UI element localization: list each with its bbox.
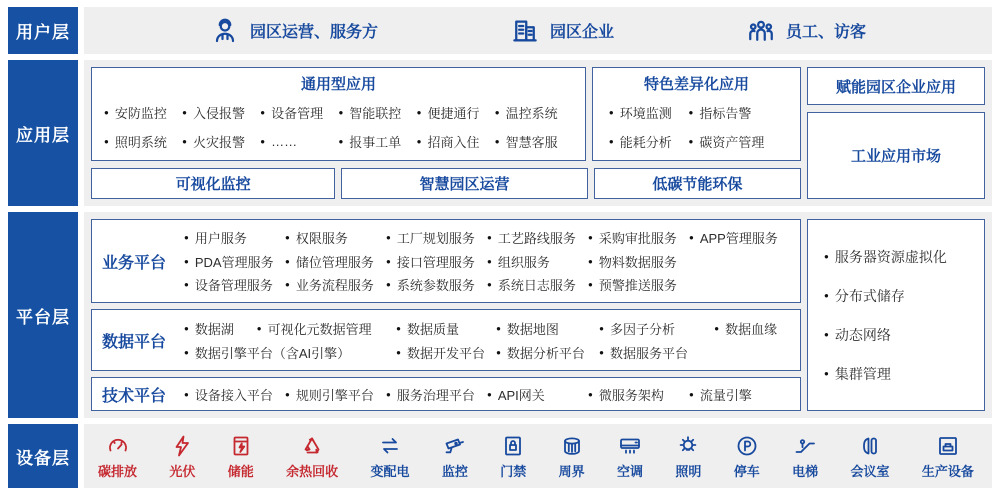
recycle-icon (300, 434, 324, 458)
machine-icon (936, 434, 960, 458)
user-layer-band (84, 7, 992, 54)
device-energy-storage: 储能 (228, 434, 254, 480)
business-platform-title: 业务平台 (102, 254, 167, 272)
platform-item: ● 数据质量 (396, 319, 496, 338)
module-low-carbon: 低碳节能环保 (594, 168, 801, 199)
device-perimeter: 周界 (559, 434, 585, 480)
platform-item: ● 采购审批服务 (588, 228, 689, 247)
app-item: ● 照明系统 (104, 132, 182, 151)
general-apps-title: 通用型应用 (300, 76, 376, 93)
application-main-area (91, 67, 801, 199)
platform-item: ● 工艺路线服务 (487, 228, 588, 247)
app-item: ● 设备管理 (260, 103, 338, 122)
device-meeting-room: 会议室 (851, 434, 890, 480)
tech-platform-items (184, 381, 790, 407)
app-item: ● 智慧客服 (495, 132, 573, 151)
building-icon (510, 16, 540, 46)
app-item: ● 报事工单 (338, 132, 416, 151)
platform-item: ● 数据湖 (184, 319, 257, 338)
platform-item: ● 数据血缘 (714, 319, 790, 338)
platform-item: ● 储位管理服务 (285, 252, 386, 271)
platform-item: ● 流量引擎 (689, 385, 790, 404)
device-access-control: 门禁 (500, 434, 526, 480)
business-row-1 (184, 228, 790, 247)
platform-item: ● 组织服务 (487, 252, 588, 271)
platform-item: ● 数据服务平台 (599, 343, 714, 362)
device-heat-recovery: 余热回收 (286, 434, 338, 480)
platform-item: ● PDA管理服务 (184, 252, 285, 271)
infra-item: ● 集群管理 (824, 364, 984, 384)
app-item: ● 智能联控 (338, 103, 416, 122)
platform-layer-row (8, 212, 992, 418)
platform-item: ● 用户服务 (184, 228, 285, 247)
infra-item: ● 动态网络 (824, 325, 984, 345)
user-group-operators (210, 16, 378, 46)
platform-item: ● 权限服务 (285, 228, 386, 247)
device-layer-band (84, 424, 992, 488)
platform-item: ● 数据分析平台 (496, 343, 599, 362)
general-apps-list (92, 94, 585, 160)
perimeter-icon (560, 434, 584, 458)
app-item: ● 招商入住 (417, 132, 495, 151)
app-item: ● 环境监测 (609, 103, 689, 122)
data-platform-items (184, 313, 790, 367)
user-group-enterprises (510, 16, 614, 46)
people-icon (746, 16, 776, 46)
app-item: ● …… (260, 132, 338, 151)
special-apps-list (593, 94, 800, 160)
parking-icon (735, 434, 759, 458)
platform-item: ● 预警推送服务 (588, 275, 689, 294)
layer-label-user: 用户层 (8, 7, 78, 54)
cctv-icon (443, 434, 467, 458)
application-boxes-row (91, 67, 801, 161)
app-item: ● 指标告警 (688, 103, 784, 122)
platform-item: ● 数据地图 (496, 319, 599, 338)
business-row-3 (184, 275, 790, 294)
application-layer-row (8, 60, 992, 206)
platform-item: ● 物料数据服务 (588, 252, 689, 271)
data-platform-title: 数据平台 (102, 333, 167, 351)
air-conditioner-icon (618, 434, 642, 458)
light-bulb-icon (676, 434, 700, 458)
industrial-app-market-box: 工业应用市场 (807, 112, 985, 199)
platform-item: ● 工厂规划服务 (386, 228, 487, 247)
user-group-visitors (746, 16, 866, 46)
application-modules-row (91, 168, 801, 199)
platform-item: ● 数据开发平台 (396, 343, 496, 362)
door-lock-icon (501, 434, 525, 458)
device-layer-row (8, 424, 992, 488)
device-solar-pv: 光伏 (169, 434, 195, 480)
transfer-arrows-icon (378, 434, 402, 458)
app-item: ● 便捷通行 (417, 103, 495, 122)
layer-label-platform: 平台层 (8, 212, 78, 418)
infrastructure-box (807, 219, 985, 411)
general-apps-box (91, 67, 586, 161)
business-row-2 (184, 252, 790, 271)
business-platform-box (91, 219, 801, 303)
meeting-room-icon (858, 434, 882, 458)
special-apps-box (592, 67, 801, 161)
infra-item: ● 分布式储存 (824, 286, 984, 306)
operator-icon (210, 16, 240, 46)
data-platform-box (91, 309, 801, 371)
user-group-label: 园区运营、服务方 (249, 24, 378, 41)
platform-item: ● 可视化元数据管理 (257, 319, 396, 338)
platform-item: ● 系统日志服务 (487, 275, 588, 294)
platform-item: ● API网关 (487, 385, 588, 404)
platform-item: ● 多因子分析 (599, 319, 714, 338)
infra-item: ● 服务器资源虚拟化 (824, 247, 984, 267)
app-item: ● 火灾报警 (182, 132, 260, 151)
business-platform-items (184, 223, 790, 299)
application-layer-band (84, 60, 992, 206)
platform-item: ● 接口管理服务 (386, 252, 487, 271)
platform-item: ● 服务治理平台 (386, 385, 487, 404)
platform-item: ● 规则引擎平台 (285, 385, 386, 404)
platform-item: ● 设备管理服务 (184, 275, 285, 294)
device-elevator: 电梯 (792, 434, 818, 480)
data-row-2 (184, 343, 790, 362)
device-surveillance: 监控 (442, 434, 468, 480)
app-item: ● 碳资产管理 (688, 132, 784, 151)
module-visual-monitoring: 可视化监控 (91, 168, 335, 199)
device-carbon-emission: 碳排放 (98, 434, 137, 480)
user-layer-row (8, 7, 992, 54)
platform-main-area (91, 219, 801, 411)
app-item: ● 入侵报警 (182, 103, 260, 122)
device-air-conditioner: 空调 (617, 434, 643, 480)
tech-row (184, 385, 790, 404)
empower-enterprise-apps-box: 赋能园区企业应用 (807, 67, 985, 105)
data-row-1 (184, 319, 790, 338)
tech-platform-box (91, 377, 801, 411)
bolt-icon (170, 434, 194, 458)
platform-item: ● APP管理服务 (689, 228, 790, 247)
app-item: ● 安防监控 (104, 103, 182, 122)
device-power-distribution: 变配电 (371, 434, 410, 480)
layer-label-device: 设备层 (8, 424, 78, 488)
platform-item: ● 数据引擎平台（含AI引擎） (184, 343, 396, 362)
gauge-icon (106, 434, 130, 458)
platform-item: ● 业务流程服务 (285, 275, 386, 294)
app-item: ● 能耗分析 (609, 132, 689, 151)
device-production-equipment: 生产设备 (922, 434, 974, 480)
module-smart-park-operation: 智慧园区运营 (341, 168, 587, 199)
user-group-label: 员工、访客 (785, 24, 866, 41)
platform-item: ● 系统参数服务 (386, 275, 487, 294)
platform-layer-band (84, 212, 992, 418)
device-lighting: 照明 (675, 434, 701, 480)
battery-icon (229, 434, 253, 458)
platform-item: ● 微服务架构 (588, 385, 689, 404)
device-parking: 停车 (734, 434, 760, 480)
layer-label-app: 应用层 (8, 60, 78, 206)
application-right-column (807, 67, 985, 199)
escalator-icon (793, 434, 817, 458)
platform-item: ● 设备接入平台 (184, 385, 285, 404)
user-group-label: 园区企业 (549, 24, 614, 41)
app-item: ● 温控系统 (495, 103, 573, 122)
tech-platform-title: 技术平台 (102, 387, 167, 405)
special-apps-title: 特色差异化应用 (643, 76, 749, 93)
